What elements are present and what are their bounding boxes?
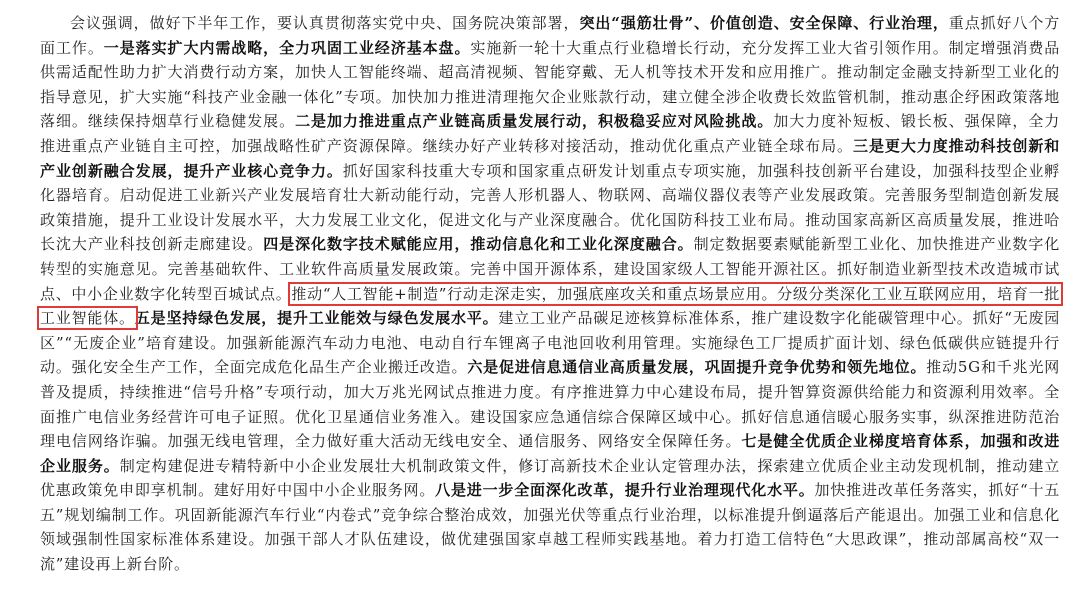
task-heading-4: 四是深化数字技术赋能应用，推动信息化和工业化深度融合。 — [263, 235, 694, 254]
text-segment: 制定数据要素赋能新型工业化、加快推进产业数字化转型的实施意见。完善基础软件、工业软件高质量发展政策。完善中国开源体系，建设国家级人工智能开源社区。抓好制造业新型技术改造城市试点、中小企业数字化转型百城试点。 — [40, 235, 1060, 303]
bold-key-point: 突出“强筋壮骨”、价值创造、安全保障、行业治理， — [579, 14, 949, 32]
highlighted-passage: 推动“人工智能+制造”行动走深走实，加强底座攻关和重点场景应用。分级分类深化工业互联网应用，培育一批工业智能体。 — [40, 284, 1060, 328]
text-segment: 实施新一轮十大重点行业稳增长行动，充分发挥工业大省引领作用。制定增强消费品供需适配性助力扩大消费行动方案，加快人工智能终端、超高清视频、智能穿戴、无人机等技术开发和应用推广。推动制定金融支持新型工业化的指导意见，扩大实施“科技产业金融一体化”专项。加快加力推进清理拖欠企业账款行动，建立健全涉企收费长效监管机制，推动惠企纾困政策落地落细。继续保持烟草行业稳健发展。 — [40, 38, 1060, 131]
task-heading-8: 八是进一步全面深化改革，提升行业治理现代化水平。 — [435, 481, 815, 500]
text-segment: 加大力度补短板、锻长板、强保障，全力推进重点产业链自主可控，加强战略性矿产资源保障。继续办好产业转移对接活动，推动优化重点产业链全球布局。 — [40, 112, 1060, 155]
text-segment: 制定构建促进专精特新中小企业发展壮大机制政策文件，修订高新技术企业认定管理办法，探索建立优质企业主动发现机制，推动建立优惠政策免申即享机制。建好用好中国中小企业服务网。 — [40, 456, 1060, 500]
task-heading-2: 二是加力推进重点产业链高质量发展行动，积极稳妥应对风险挑战。 — [295, 112, 774, 131]
text-segment: 抓好国家科技重大专项和国家重点研发计划重点专项实施，加强科技创新平台建设，加强科技型企业孵化器培育。启动促进工业新兴产业发展培育壮大新动能行动，完善人形机器人、物联网、高端仪器仪表等产业发展政策。完善服务型制造创新发展政策措施，提升工业设计发展水平，大力发展工业文化，促进文化与产业深度融合。优化国防科技工业布局。推动国家高新区高质量发展，推进哈长沈大产业科技创新走廊建设。 — [40, 161, 1060, 254]
text-segment: 会议强调，做好下半年工作，要认真贯彻落实党中央、国务院决策部署， — [70, 14, 580, 32]
task-heading-1: 一是落实扩大内需战略，全力巩固工业经济基本盘。 — [103, 38, 471, 57]
task-heading-7: 七是健全优质企业梯度培育体系，加强和改进企业服务。 — [40, 432, 1060, 475]
task-heading-5: 五是坚持绿色发展，提升工业能效与绿色发展水平。 — [134, 309, 499, 328]
text-segment: 重点抓好八个方面工作。 — [40, 14, 1061, 57]
task-heading-6: 六是促进信息通信业高质量发展，巩固提升竞争优势和领先地位。 — [467, 358, 927, 377]
text-segment: 推动5G和千兆光网普及提质，持续推进“信号升格”专项行动，加大万兆光网试点推进力度。有序推进算力中心建设布局，提升智算资源供给能力和资源利用效率。全面推广电信业务经营许可电子证照。优化卫星通信业务准入。建设国家应急通信综合保障区域中心。抓好信息通信暖心服务实事，纵深推进防范治理电信网络诈骗。加强无线电管理，全力做好重大活动无线电安全、通信服务、网络安全保障任务。 — [40, 358, 1060, 451]
text-segment: 加快推进改革任务落实，抓好“十五五”规划编制工作。巩固新能源汽车行业“内卷式”竞争综合整治成效，加强光伏等重点行业治理，以标准提升倒逼落后产能退出。加强工业和信息化领域强制性国家标准体系建设。加强干部人才队伍建设，做优建强国家卓越工程师实践基地。着力打造工信特色“大思政课”，推动部属高校“双一流”建设再上新台阶。 — [40, 481, 1060, 574]
task-heading-3: 三是更大力度推动科技创新和产业创新融合发展，提升产业核心竞争力。 — [40, 136, 1060, 180]
article-paragraph — [40, 11, 1060, 577]
text-segment: 建立工业产品碳足迹核算标准体系，推广建设数字化能碳管理中心。抓好“无废园区”“无废企业”培育建设。加强新能源汽车动力电池、电动自行车锂离子电池回收利用管理。实施绿色工厂提质扩面计划、绿色低碳供应链提升行动。强化安全生产工作，全面完成危化品生产企业搬迁改造。 — [40, 309, 1061, 377]
